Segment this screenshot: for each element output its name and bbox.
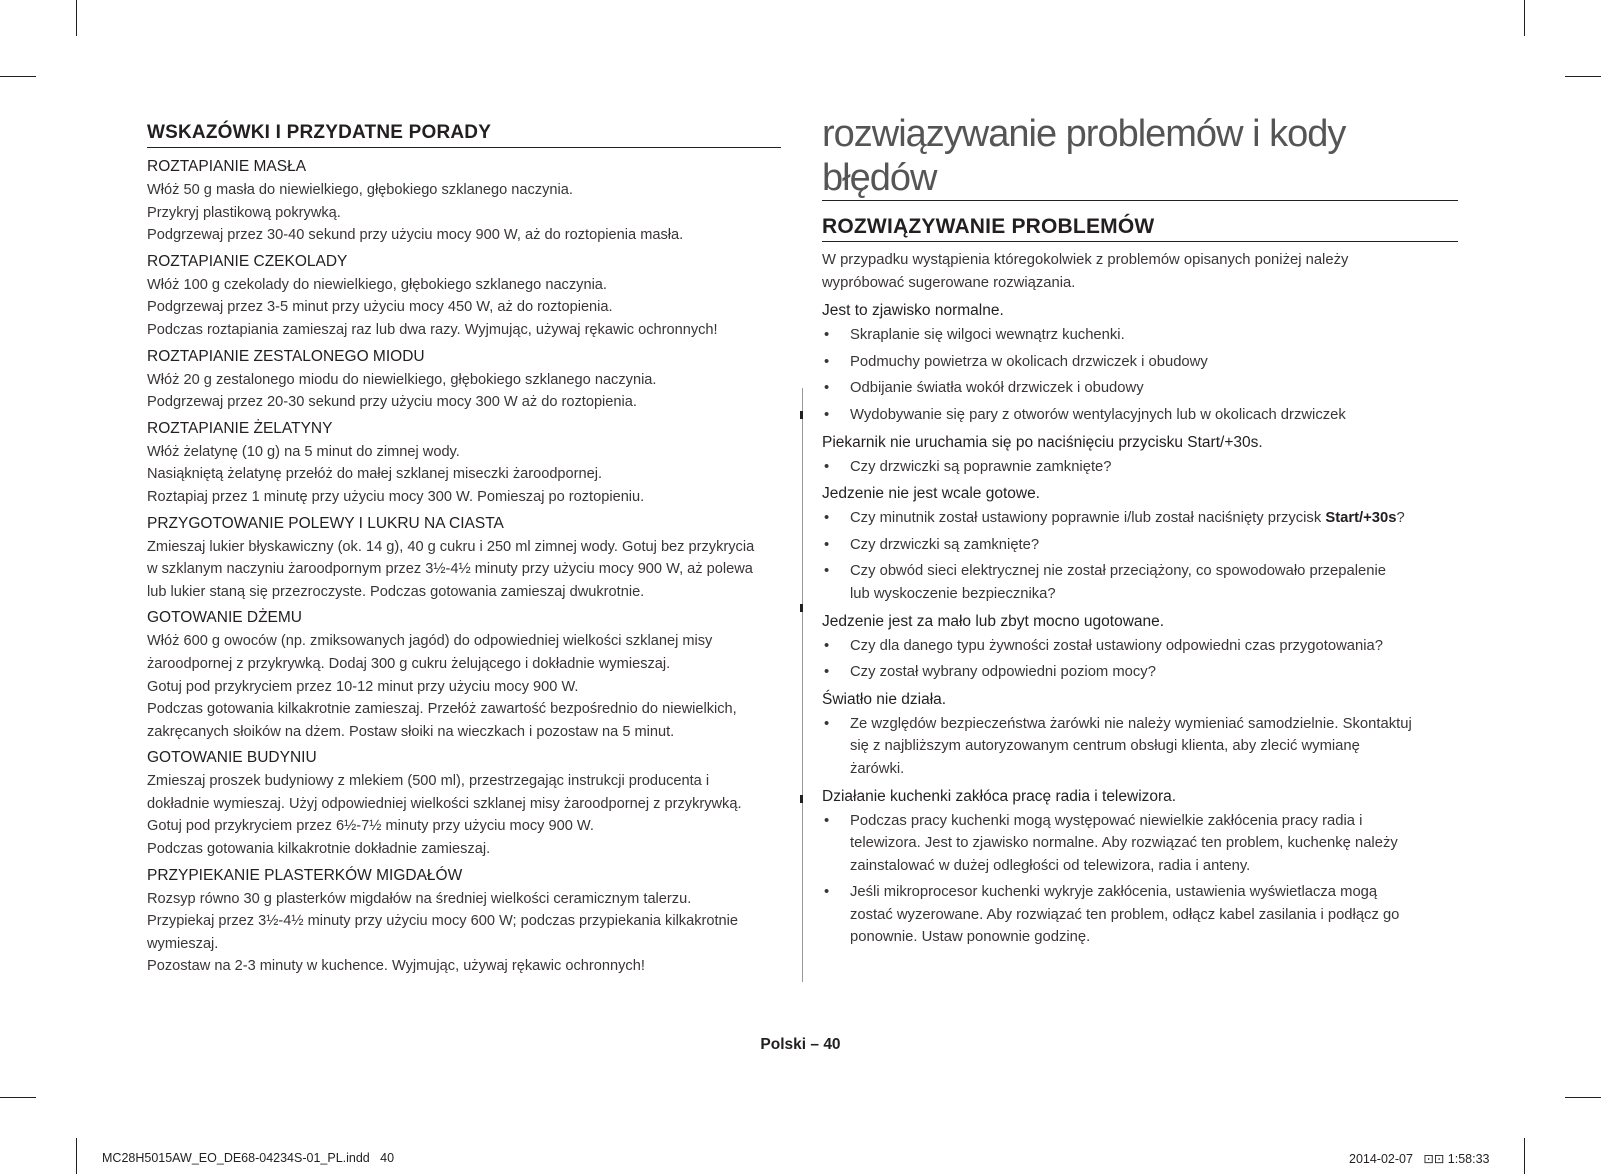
tip-text-line: Pozostaw na 2-3 minuty w kuchence. Wyjmując, używaj rękawic ochronnych! xyxy=(147,958,645,975)
column-divider xyxy=(802,388,803,982)
tip-block xyxy=(147,515,781,604)
solution-item xyxy=(822,713,1458,781)
troubleshooting-column xyxy=(822,113,1458,956)
solution-text xyxy=(850,810,1458,878)
tip-text-line: Gotuj pod przykryciem przez 6½-7½ minuty przy użyciu mocy 900 W. xyxy=(147,818,594,835)
solution-item xyxy=(822,881,1458,949)
tip-text-line: Włóż 50 g masła do niewielkiego, głębokiego szklanego naczynia. xyxy=(147,182,573,198)
solution-text-line: Czy drzwiczki są poprawnie zamknięte? xyxy=(850,458,1112,475)
bullet-icon: • xyxy=(824,715,830,732)
tip-text-line: dokładnie wymieszaj. Użyj odpowiedniej wielkości szklanej misy żaroodpornej z przykrywką. xyxy=(147,795,742,812)
problem-groups xyxy=(822,302,1458,949)
solution-item xyxy=(822,404,1458,427)
tip-text-line: Włóż 20 g zestalonego miodu do niewielkiego, głębokiego szklanego naczynia. xyxy=(147,371,657,388)
tip-text-line: żaroodpornej z przykrywką. Dodaj 300 g cukru żelującego i dokładnie wymieszaj. xyxy=(147,655,671,672)
solution-text xyxy=(850,635,1458,658)
footer-file-name: MC28H5015AW_EO_DE68-04234S-01_PL.indd 40 xyxy=(102,1151,395,1165)
solution-item xyxy=(822,351,1458,374)
tip-block xyxy=(147,348,781,414)
problem-group xyxy=(822,613,1458,684)
tip-text-line: Zmieszaj proszek budyniowy z mlekiem (500 ml), przestrzegając instrukcji producenta i xyxy=(147,773,710,790)
solution-item xyxy=(822,377,1458,400)
tip-text-line: Przykryj plastikową pokrywką. xyxy=(147,204,341,221)
solution-text-line: zainstalować w dużej odległości od telewizora, radia i anteny. xyxy=(850,857,1251,874)
tip-text-line: Gotuj pod przykryciem przez 10-12 minut przy użyciu mocy 900 W. xyxy=(147,678,579,695)
tip-text-line: lub lukier staną się przezroczyste. Podczas gotowania zamieszaj dwukrotnie. xyxy=(147,583,645,600)
problem-group xyxy=(822,788,1458,950)
tip-text-line: Włóż 100 g czekolady do niewielkiego, głębokiego szklanego naczynia. xyxy=(147,276,607,293)
troubleshooting-section-title: ROZWIĄZYWANIE PROBLEMÓW xyxy=(822,215,1458,242)
solution-text xyxy=(850,661,1458,684)
solution-text-line: zostać wyzerowane. Aby rozwiązać ten problem, odłącz kabel zasilania i podłącz go xyxy=(850,906,1400,923)
crop-mark xyxy=(0,1097,36,1098)
tip-text-line: Zmieszaj lukier błyskawiczny (ok. 14 g), 40 g cukru i 250 ml zimnej wody. Gotuj bez przykrycia xyxy=(147,538,755,555)
intro-text xyxy=(822,249,1458,294)
tips-section-title: WSKAZÓWKI I PRZYDATNE PORADY xyxy=(147,122,781,148)
bullet-icon: • xyxy=(824,536,830,553)
solution-text-line: Ze względów bezpieczeństwa żarówki nie należy wymieniać samodzielnie. Skontaktuj xyxy=(850,715,1412,732)
problem-title: Piekarnik nie uruchamia się po naciśnięciu przycisku Start/+30s. xyxy=(822,433,1263,451)
bullet-icon: • xyxy=(824,510,830,527)
solution-text xyxy=(850,881,1458,949)
problem-group xyxy=(822,302,1458,426)
tip-text-line: Podczas gotowania kilkakrotnie zamieszaj. Przełóż zawartość bezpośrednio do niewielkich, xyxy=(147,701,737,718)
problem-title: Działanie kuchenki zakłóca pracę radia i telewizora. xyxy=(822,787,1177,805)
tip-text-line: Podgrzewaj przez 3-5 minut przy użyciu mocy 450 W, aż do roztopienia. xyxy=(147,299,613,316)
bullet-icon: • xyxy=(824,637,830,654)
solution-text-line: Podmuchy powietrza w okolicach drzwiczek i obudowy xyxy=(850,353,1208,370)
solution-text-line: żarówki. xyxy=(850,760,905,777)
bullet-icon: • xyxy=(824,327,830,344)
solution-item xyxy=(822,635,1458,658)
crop-mark xyxy=(76,0,77,36)
solution-text xyxy=(850,377,1458,400)
tip-text-line: wymieszaj. xyxy=(147,935,219,952)
tip-text-line: Roztapiaj przez 1 minutę przy użyciu mocy 300 W. Pomieszaj po roztopieniu. xyxy=(147,488,645,505)
solution-text xyxy=(850,324,1458,347)
bullet-icon: • xyxy=(824,353,830,370)
tip-text-line: Włóż żelatynę (10 g) na 5 minut do zimnej wody. xyxy=(147,443,460,460)
solution-text-line: Czy drzwiczki są zamknięte? xyxy=(850,536,1040,553)
tip-text-line: Podgrzewaj przez 20-30 sekund przy użyciu mocy 300 W aż do roztopienia. xyxy=(147,394,637,411)
tip-text-line: Nasiąkniętą żelatynę przełóż do małej szklanej miseczki żaroodpornej. xyxy=(147,466,603,483)
solution-text-line: Czy obwód sieci elektrycznej nie został przeciążony, co spowodowało przepalenie xyxy=(850,563,1386,580)
crop-mark xyxy=(1524,1138,1525,1174)
solution-text-line: telewizora. Jest to zjawisko normalne. Aby rozwiązać ten problem, kuchenkę należy xyxy=(850,835,1398,852)
tip-title: ROZTAPIANIE MASŁA xyxy=(147,158,307,175)
tip-text-line: Rozsyp równo 30 g plasterków migdałów na średniej wielkości ceramicznym talerzu. xyxy=(147,890,692,907)
solution-item xyxy=(822,810,1458,878)
tip-title: ROZTAPIANIE CZEKOLADY xyxy=(147,252,348,270)
solution-text xyxy=(850,456,1458,479)
tip-text-line: Podczas gotowania kilkakrotnie dokładnie zamieszaj. xyxy=(147,841,491,858)
crop-mark xyxy=(1565,1097,1601,1098)
tip-title: PRZYGOTOWANIE POLEWY I LUKRU NA CIASTA xyxy=(147,514,504,532)
problem-group xyxy=(822,691,1458,781)
tip-text-line: Przypiekaj przez 3½-4½ minuty przy użyciu mocy 600 W; podczas przypiekania kilkakrotnie xyxy=(147,913,739,930)
problem-title: Światło nie działa. xyxy=(822,690,947,708)
problem-group xyxy=(822,485,1458,605)
bullet-icon: • xyxy=(824,664,830,681)
solution-item xyxy=(822,456,1458,479)
tip-title: ROZTAPIANIE ZESTALONEGO MIODU xyxy=(147,347,425,365)
solution-text xyxy=(850,404,1458,427)
solution-text-line: Odbijanie światła wokół drzwiczek i obudowy xyxy=(850,380,1144,397)
page-number: Polski – 40 xyxy=(760,1036,841,1053)
tip-block xyxy=(147,609,781,743)
divider-mark xyxy=(800,795,803,803)
crop-mark xyxy=(0,76,36,77)
tip-text-line: Podgrzewaj przez 30-40 sekund przy użyciu mocy 900 W, aż do roztopienia masła. xyxy=(147,227,684,244)
solution-text-line: Podczas pracy kuchenki mogą występować niewielkie zakłócenia pracy radia i xyxy=(850,812,1363,829)
problem-title: Jedzenie jest za mało lub zbyt mocno ugotowane. xyxy=(822,612,1165,630)
tip-text-line: Włóż 600 g owoców (np. zmiksowanych jagód) do odpowiedniej wielkości szklanej misy xyxy=(147,633,713,650)
crop-mark xyxy=(1565,76,1601,77)
solution-text xyxy=(850,534,1458,557)
solution-text xyxy=(850,351,1458,374)
tip-block xyxy=(147,867,781,978)
solution-item xyxy=(822,560,1458,605)
tip-block xyxy=(147,749,781,860)
solution-text-line: lub wyskoczenie bezpiecznika? xyxy=(850,585,1056,602)
problem-title: Jedzenie nie jest wcale gotowe. xyxy=(822,485,1040,503)
solution-text-line: Czy dla danego typu żywności został ustawiony odpowiedni czas przygotowania? xyxy=(850,637,1383,654)
tips-column xyxy=(147,118,781,984)
solution-text xyxy=(850,713,1458,781)
tip-text-line: Podczas roztapiania zamieszaj raz lub dwa razy. Wyjmując, używaj rękawic ochronnych! xyxy=(147,321,718,338)
tip-block xyxy=(147,420,781,509)
solution-text xyxy=(850,560,1458,605)
solution-item xyxy=(822,534,1458,557)
solution-text xyxy=(850,507,1458,530)
solution-text-line: Wydobywanie się pary z otworów wentylacyjnych lub w okolicach drzwiczek xyxy=(850,406,1346,423)
solution-text-line: ponownie. Ustaw ponownie godzinę. xyxy=(850,929,1091,946)
tip-text-line: zakręcanych słoików na dżem. Postaw słoiki na wieczkach i pozostaw na 5 minut. xyxy=(147,723,675,740)
footer-timestamp: 2014-02-07 ⊡⊡ 1:58:33 xyxy=(1349,1152,1490,1166)
bullet-icon: • xyxy=(824,406,830,423)
solution-item xyxy=(822,661,1458,684)
solution-text-line: Jeśli mikroprocesor kuchenki wykryje zakłócenia, ustawienia wyświetlacza mogą xyxy=(850,884,1378,901)
solution-text-line: się z najbliższym autoryzowanym centrum obsługi klienta, aby zlecić wymianę xyxy=(850,738,1360,755)
solution-item xyxy=(822,507,1458,530)
tip-title: GOTOWANIE BUDYNIU xyxy=(147,749,317,767)
solution-text-line: Czy minutnik został ustawiony poprawnie i/lub został naciśnięty przycisk Start/+30s? xyxy=(850,510,1405,527)
tips-list xyxy=(147,158,781,978)
crop-mark xyxy=(76,1138,77,1174)
bullet-icon: • xyxy=(824,884,830,901)
solution-item xyxy=(822,324,1458,347)
divider-mark xyxy=(800,604,803,612)
tip-block xyxy=(147,253,781,342)
solution-text-line: Skraplanie się wilgoci wewnątrz kuchenki. xyxy=(850,327,1125,344)
divider-mark xyxy=(800,411,803,419)
tip-title: GOTOWANIE DŻEMU xyxy=(147,609,302,627)
tip-title: PRZYPIEKANIE PLASTERKÓW MIGDAŁÓW xyxy=(147,866,463,884)
tip-text-line: w szklanym naczyniu żaroodpornym przez 3½-4½ minuty przy użyciu mocy 900 W, aż polewa xyxy=(147,561,753,578)
tip-title: ROZTAPIANIE ŻELATYNY xyxy=(147,419,333,437)
intro-line: wypróbować sugerowane rozwiązania. xyxy=(822,274,1076,291)
solution-text-line: Czy został wybrany odpowiedni poziom mocy? xyxy=(850,664,1156,681)
intro-line: W przypadku wystąpienia któregokolwiek z problemów opisanych poniżej należy xyxy=(822,252,1349,268)
bullet-icon: • xyxy=(824,380,830,397)
tip-block xyxy=(147,158,781,247)
problem-title: Jest to zjawisko normalne. xyxy=(822,302,1004,320)
bullet-icon: • xyxy=(824,458,830,475)
crop-mark xyxy=(1524,0,1525,36)
problem-group xyxy=(822,434,1458,479)
bullet-icon: • xyxy=(824,812,830,829)
chapter-title: rozwiązywanie problemów i kody błędów xyxy=(822,112,1458,201)
bullet-icon: • xyxy=(824,563,830,580)
